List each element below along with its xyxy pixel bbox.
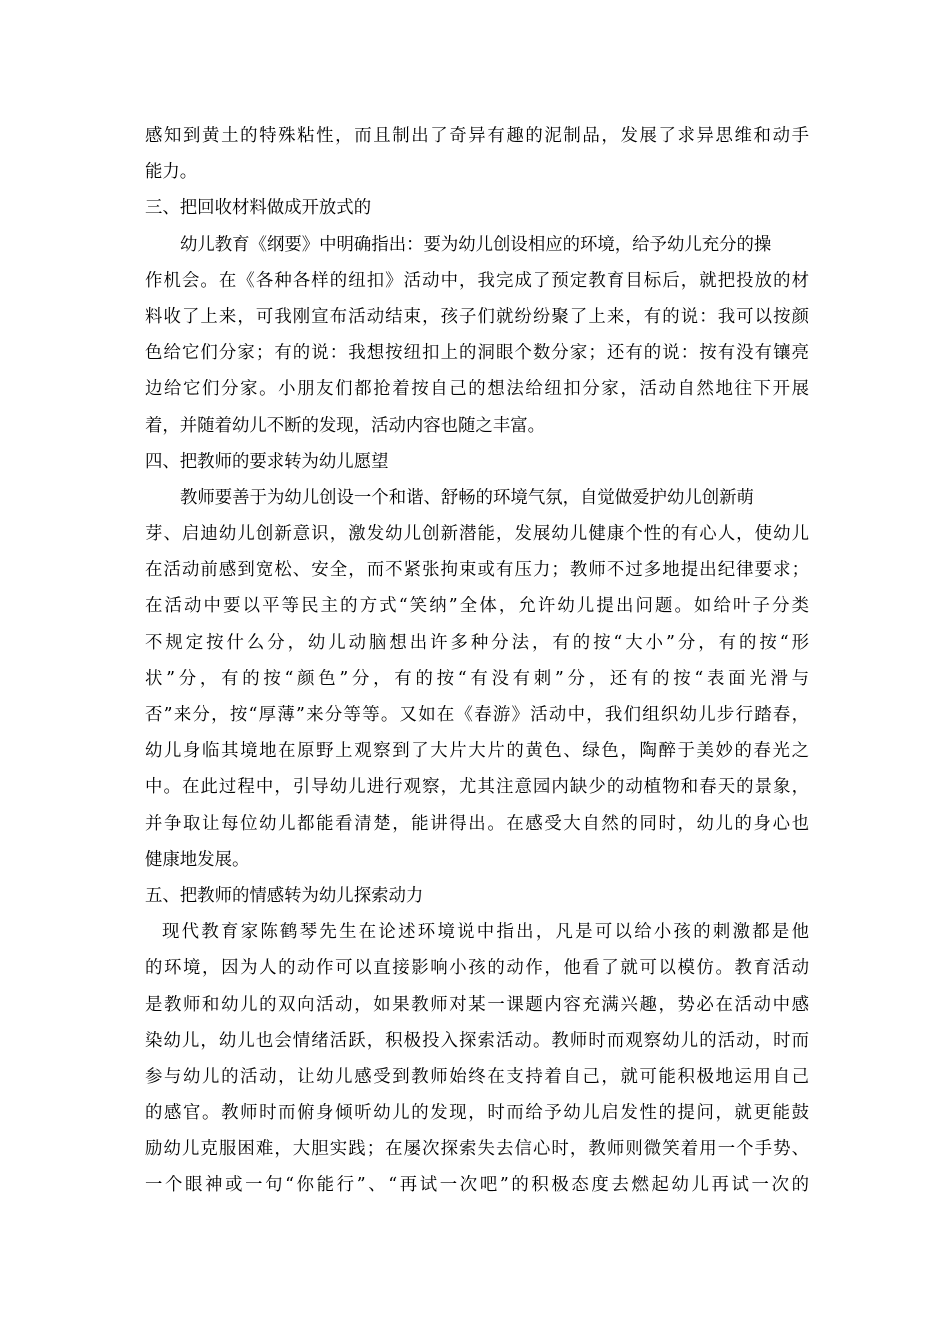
paragraph-line: 着，并随着幼儿不断的发现，活动内容也随之丰富。 [145, 415, 545, 436]
paragraph-line: 幼儿教育《纲要》中明确指出：要为幼儿创设相应的环境，给予幼儿充分的操 [180, 234, 772, 255]
paragraph-line: 不规定按什么分，幼儿动脑想出许多种分法，有的按“大小”分，有的按“形 [145, 632, 809, 653]
document-page [145, 118, 809, 1204]
paragraph-line: 中。在此过程中，引导幼儿进行观察，尤其注意园内缺少的动植物和春天的景象， [145, 777, 809, 798]
paragraph-line: 状”分，有的按“颜色”分，有的按“有没有刺”分，还有的按“表面光滑与 [145, 668, 809, 689]
paragraph-line: 并争取让每位幼儿都能看清楚，能讲得出。在感受大自然的同时，幼儿的身心也 [145, 813, 809, 834]
paragraph-line: 健康地发展。 [145, 849, 250, 870]
paragraph-line: 的感官。教师时而俯身倾听幼儿的发现，时而给予幼儿启发性的提问，就更能鼓 [145, 1103, 809, 1124]
paragraph-line: 励幼儿克服困难，大胆实践；在屡次探索失去信心时，教师则微笑着用一个手势、 [145, 1139, 809, 1160]
paragraph-line: 能力。 [145, 162, 198, 183]
paragraph-line: 一个眼神或一句“你能行”、“再试一次吧”的积极态度去燃起幼儿再试一次的 [145, 1175, 809, 1196]
section-heading: 三、把回收材料做成开放式的 [145, 198, 372, 219]
paragraph-line: 在活动前感到宽松、安全，而不紧张拘束或有压力；教师不过多地提出纪律要求； [145, 560, 809, 581]
paragraph-line: 在活动中要以平等民主的方式“笑纳”全体，允许幼儿提出问题。如给叶子分类 [145, 596, 809, 617]
paragraph-line: 染幼儿，幼儿也会情绪活跃，积极投入探索活动。教师时而观察幼儿的活动，时而 [145, 1030, 809, 1051]
paragraph-line: 色给它们分家；有的说：我想按纽扣上的洞眼个数分家；还有的说：按有没有镶亮 [145, 343, 809, 364]
paragraph-line: 幼儿身临其境地在原野上观察到了大片大片的黄色、绿色，陶醉于美妙的春光之 [145, 741, 809, 762]
section-heading: 五、把教师的情感转为幼儿探索动力 [145, 885, 424, 906]
paragraph-line: 参与幼儿的活动，让幼儿感受到教师始终在支持着自己，就可能积极地运用自己 [145, 1066, 809, 1087]
paragraph-line: 感知到黄土的特殊粘性，而且制出了奇异有趣的泥制品，发展了求异思维和动手 [145, 126, 809, 146]
paragraph-line: 教师要善于为幼儿创设一个和谐、舒畅的环境气氛，自觉做爱护幼儿创新萌 [180, 487, 754, 508]
paragraph-line: 边给它们分家。小朋友们都抢着按自己的想法给纽扣分家，活动自然地往下开展 [145, 379, 809, 400]
section-heading: 四、把教师的要求转为幼儿愿望 [145, 451, 389, 472]
paragraph-line: 的环境，因为人的动作可以直接影响小孩的动作，他看了就可以模仿。教育活动 [145, 958, 809, 979]
paragraph-line: 现代教育家陈鹤琴先生在论述环境说中指出，凡是可以给小孩的刺激都是他 [162, 922, 809, 943]
paragraph-line: 作机会。在《各种各样的纽扣》活动中，我完成了预定教育目标后，就把投放的材 [145, 270, 809, 291]
paragraph-line: 是教师和幼儿的双向活动，如果教师对某一课题内容充满兴趣，势必在活动中感 [145, 994, 809, 1015]
paragraph-line: 否”来分，按“厚薄”来分等等。又如在《春游》活动中，我们组织幼儿步行踏春， [145, 705, 809, 725]
paragraph-line: 芽、启迪幼儿创新意识，激发幼儿创新潜能，发展幼儿健康个性的有心人，使幼儿 [145, 524, 809, 545]
paragraph-line: 料收了上来，可我刚宣布活动结束，孩子们就纷纷聚了上来，有的说：我可以按颜 [145, 306, 809, 327]
